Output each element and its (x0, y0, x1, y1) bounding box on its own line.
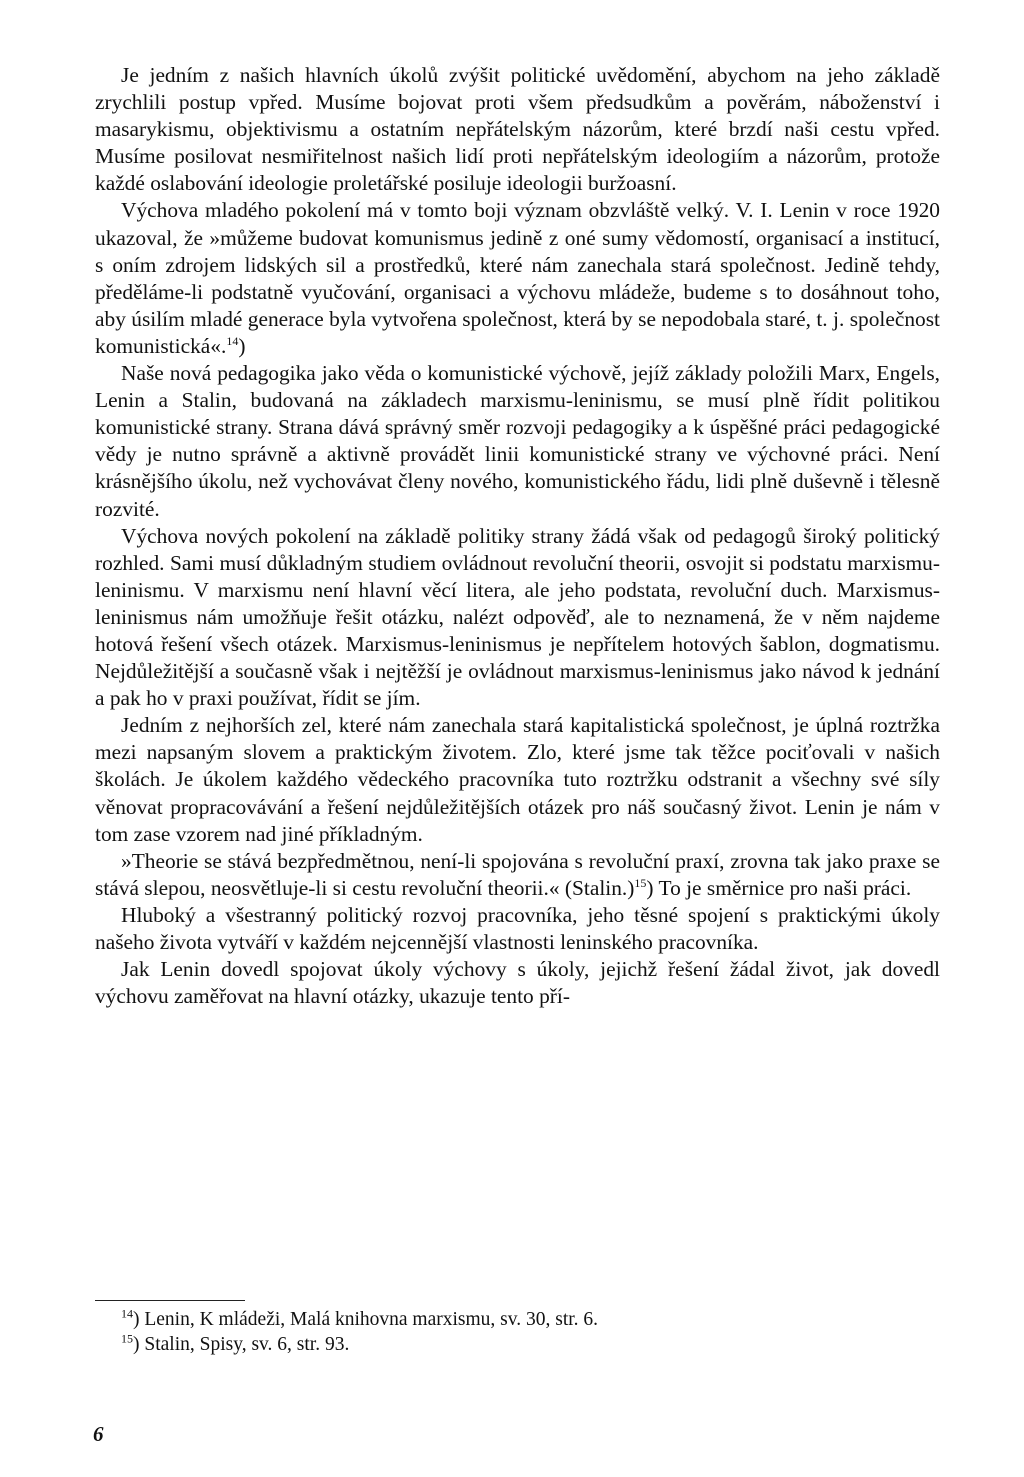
paragraph-1-text: Je jedním z našich hlavních úkolů zvýšit politické uvědomění, abychom na jeho základě zrychlili postup vpřed. Musíme bojovat proti všem předsudkům a pověrám, náboženství i masarykismu, objektivismu a ostatním nepřátelským názorům, které brzdí naši cestu vpřed. Musíme posilovat nesmiřitelnost našich lidí proti nepřátelským ideologiím a názorům, protože každé oslabování ideologie proletářské posiluje ideologii buržoasní. (95, 63, 940, 196)
paragraph-7-text: Hluboký a všestranný politický rozvoj pracovníka, jeho těsné spojení s praktickými úkoly našeho života vytváří v každém nejcennější vlastnosti leninského pracovníka. (95, 902, 940, 954)
footnotes (95, 1300, 940, 1357)
paragraph-6-text: »Theorie se stává bezpředmětnou, není-li spojována s revoluční praxí, zrovna tak jako praxe se stává slepou, neosvětluje-li si cestu revoluční theorii.« (Stalin.) (95, 848, 940, 900)
footnote-ref-15: 15 (634, 875, 647, 890)
paragraph-7 (95, 902, 940, 956)
paragraph-2 (95, 197, 940, 360)
footnote-15 (95, 1332, 940, 1357)
paragraph-5-text: Jedním z nejhorších zel, které nám zanechala stará kapitalistická společnost, je úplná roztržka mezi napsaným slovem a praktickým životem. Zlo, které jsme tak těžce pociťovali v našich školách. Je úkolem každého vědeckého pracovníka tuto roztržku odstranit a všechny své síly věnovat propracovávání a řešení nejdůležitějších otázek pro náš současný život. Lenin je nám v tom zase vzorem nad jiné příkladným. (95, 713, 940, 846)
paragraph-1 (95, 62, 940, 197)
paragraph-4 (95, 523, 940, 713)
paragraph-8-text: Jak Lenin dovedl spojovat úkoly výchovy s úkoly, jejichž řešení žádal život, jak dovedl výchovu zaměřovat na hlavní otázky, ukazuje tento pří- (95, 957, 940, 1009)
footnote-ref-14: 14 (226, 333, 239, 348)
paragraph-3-text: Naše nová pedagogika jako věda o komunistické výchově, jejíž základy položili Marx, Engels, Lenin a Stalin, budovaná na základech marxismu-leninismu, se musí plně řídit politikou komunistické strany. Strana dává správný směr rozvoji pedagogiky a k úspěšné práci pedagogické vědy je nutno správně a aktivně provádět linii komunistické strany ve výchovné práci. Není krásnějšího úkolu, než vychovávat členy nového, komunistického řádu, lidi plně duševně i tělesně rozvité. (95, 361, 940, 521)
paragraph-6-quote (95, 848, 940, 902)
footnote-15-text: ) Stalin, Spisy, sv. 6, str. 93. (133, 1334, 350, 1355)
footnote-14 (95, 1307, 940, 1332)
footnote-14-text: ) Lenin, K mládeži, Malá knihovna marxismu, sv. 30, str. 6. (133, 1309, 599, 1330)
paragraph-3 (95, 360, 940, 523)
page-number: 6 (93, 1422, 104, 1446)
footnote-ref-14-close: ) (238, 333, 246, 358)
paragraph-5 (95, 712, 940, 847)
footnote-15-mark: 15 (121, 1331, 133, 1346)
page-body (95, 62, 940, 1010)
footnote-14-mark: 14 (121, 1306, 133, 1321)
footnote-divider (95, 1300, 245, 1301)
paragraph-2-text: Výchova mladého pokolení má v tomto boji význam obzvláště velký. V. I. Lenin v roce 1920 ukazoval, že »můžeme budovat komunismus jedině z oné sumy vědomostí, organisací a institucí, s oním zdrojem lidských sil a prostředků, které nám zanechala stará společnost. Jedině tehdy, předěláme-li podstatně vyučování, organisaci a výchovu mládeže, budeme s to dosáhnout toho, aby úsilím mladé generace byla vytvořena společnost, která by se nepodobala staré, t. j. společnost komunistická«. (95, 198, 940, 358)
paragraph-4-text: Výchova nových pokolení na základě politiky strany žádá však od pedagogů široký politický rozhled. Sami musí důkladným studiem ovládnout revoluční theorii, osvojit si podstatu marxismu-leninismu. V marxismu není hlavní věcí litera, ale jeho podstata, revoluční duch. Marxismus-leninismus nám umožňuje řešit otázku, nalézt odpověď, ale to neznamená, že v něm najdeme hotová řešení všech otázek. Marxismus-leninismus je nepřítelem hotových šablon, dogmatismu. Nejdůležitější a současně však i nejtěžší je ovládnout marxismus-leninismus jako návod k jednání a pak ho v praxi používat, řídit se jím. (95, 523, 940, 711)
paragraph-8 (95, 956, 940, 1010)
paragraph-6-tail: ) To je směrnice pro naši práci. (646, 875, 912, 900)
